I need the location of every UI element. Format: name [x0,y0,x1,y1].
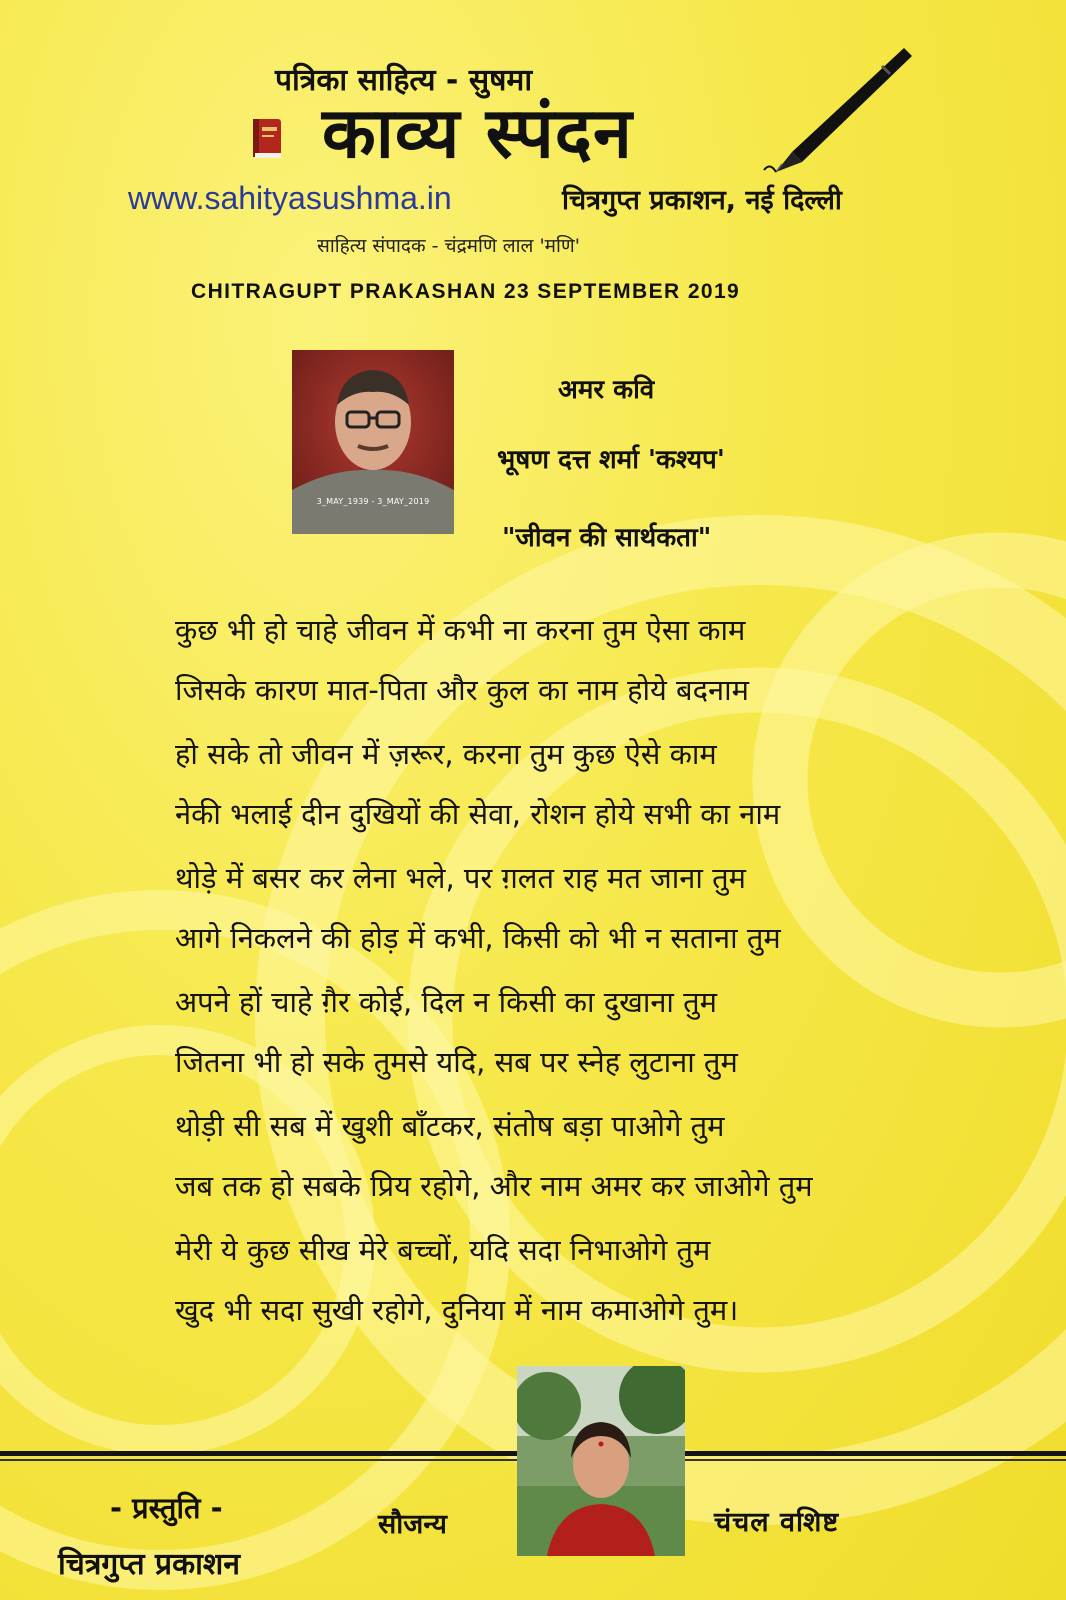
poem-stanza [175,1220,975,1340]
poem-line: नेकी भलाई दीन दुखियों की सेवा, रोशन होये सभी का नाम [175,797,781,831]
poem-line: जब तक हो सबके प्रिय रहोगे, और नाम अमर कर जाओगे तुम [175,1169,813,1203]
poem-line: कुछ भी हो चाहे जीवन में कभी ना करना तुम ऐसा काम [175,613,746,647]
poem-body [175,600,975,1344]
presented-label: - प्रस्तुति - [110,1491,223,1525]
magazine-title: काव्य स्पंदन [322,92,633,174]
poet-photo [292,350,454,534]
poem-line: जिसके कारण मात-पिता और कुल का नाम होये बदनाम [175,673,749,707]
poem-stanza [175,724,975,844]
website-url[interactable]: www.sahityasushma.in [128,180,452,216]
poet-portrait-image [292,350,454,534]
publication-dateline: CHITRAGUPT PRAKASHAN 23 SEPTEMBER 2019 [191,280,741,303]
poem-line: जितना भी हो सके तुमसे यदि, सब पर स्नेह लुटाना तुम [175,1045,738,1079]
poem-stanza [175,848,975,968]
publisher-name: चित्रगुप्त प्रकाशन, नई दिल्ली [562,185,842,216]
poem-line: मेरी ये कुछ सीख मेरे बच्चों, यदि सदा निभाओगे तुम [175,1233,711,1267]
book-icon [247,113,287,161]
poet-label: अमर कवि [558,375,655,405]
poem-line: थोड़े में बसर कर लेना भले, पर ग़लत राह मत जाना तुम [175,861,746,895]
poem-line: हो सके तो जीवन में ज़रूर, करना तुम कुछ ऐसे काम [175,737,717,771]
poet-photo-caption: 3_MAY_1939 - 3_MAY_2019 [316,497,430,506]
poem-title: "जीवन की सार्थकता" [502,523,712,553]
poem-line: अपने हों चाहे ग़ैर कोई, दिल न किसी का दुखाना तुम [175,985,718,1019]
presenter-name: चित्रगुप्त प्रकाशन [58,1547,240,1582]
magazine-tagline: पत्रिका साहित्य - सुषमा [275,63,533,98]
contributor-photo [517,1366,685,1556]
fountain-pen-icon [762,44,912,174]
poet-name: भूषण दत्त शर्मा 'कश्यप' [497,445,725,475]
poem-stanza [175,600,975,720]
contributor-name: चंचल वशिष्ट [714,1507,840,1538]
poem-line: थोड़ी सी सब में खुशी बाँटकर, संतोष बड़ा पाओगे तुम [175,1109,725,1143]
poem-stanza [175,972,975,1092]
courtesy-label: सौजन्य [378,1509,447,1540]
contributor-portrait-image [517,1366,685,1556]
editor-credit: साहित्य संपादक - चंद्रमणि लाल 'मणि' [317,235,580,257]
poem-line: आगे निकलने की होड़ में कभी, किसी को भी न सताना तुम [175,921,781,955]
poem-line: खुद भी सदा सुखी रहोगे, दुनिया में नाम कमाओगे तुम। [175,1293,739,1327]
poem-stanza [175,1096,975,1216]
